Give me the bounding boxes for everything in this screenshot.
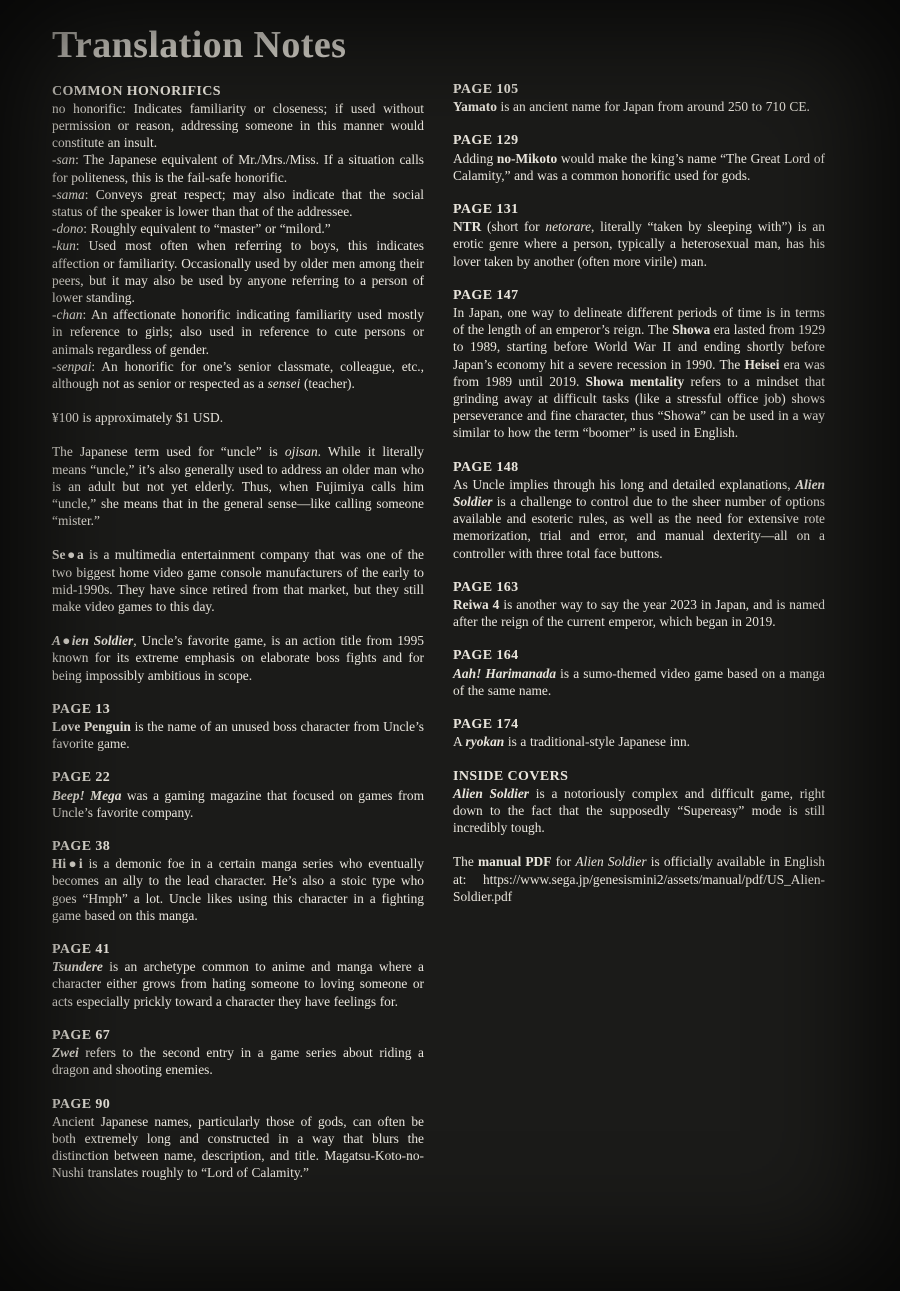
text-segment: Love Penguin	[52, 719, 131, 735]
text-segment: ryokan	[465, 734, 505, 750]
note-section	[453, 81, 825, 115]
paragraph	[52, 787, 424, 821]
text-segment: Adding	[453, 150, 497, 166]
section-heading: PAGE 147	[453, 287, 519, 303]
paragraph	[52, 220, 424, 237]
note-section	[52, 409, 424, 426]
section-heading: PAGE 148	[453, 459, 519, 475]
paragraph	[453, 218, 825, 270]
text-segment: Showa	[672, 322, 711, 338]
paragraph	[52, 632, 424, 684]
section-heading: PAGE 38	[52, 839, 111, 855]
text-segment: : Conveys great respect; may also indicate that the social status of the speaker is lower than that of the addressee.	[52, 186, 424, 219]
page-title: Translation Notes	[52, 24, 347, 66]
text-segment: -senpai	[52, 358, 92, 374]
text-segment: netorare	[545, 219, 592, 235]
text-segment: Se●a	[52, 547, 84, 563]
note-section	[453, 287, 825, 442]
text-segment: , Uncle’s favorite game, is an action title from 1995 known for its extreme emphasis on elaborate boss fights and for being impossibly ambitious in scope.	[52, 633, 424, 683]
text-segment: would make the king’s name “The Great Lord of Calamity,” and was a common honorific used for gods.	[453, 150, 825, 183]
text-segment: : Roughly equivalent to “master” or “milord.”	[83, 221, 331, 237]
text-segment: era lasted from 1929 to 1989, starting before World War II and ending shortly before Japan’s economy hit a severe recession in 1990. The	[453, 322, 826, 372]
note-section	[453, 459, 825, 562]
paragraph	[453, 476, 825, 562]
text-segment: -chan	[52, 307, 83, 323]
text-segment: was a gaming magazine that focused on games from Uncle’s favorite company.	[52, 787, 424, 820]
text-segment: sensei	[267, 376, 301, 391]
text-segment: no honorific: Indicates familiarity or closeness; if used without permission or reason, addressing someone in this manner would constitute an insult.	[52, 100, 424, 151]
note-section	[453, 716, 825, 750]
right-column	[453, 24, 825, 1271]
text-segment: refers to the second entry in a game series about riding a dragon and shooting enemies.	[52, 1045, 424, 1078]
text-segment: is a notoriously complex and difficult game, right down to the fact that the supposedly “Supereasy” mode is still incredibly tough.	[453, 785, 825, 836]
text-segment: -kun	[52, 238, 76, 254]
text-segment: Tsundere	[52, 959, 103, 975]
text-segment: NTR	[453, 219, 482, 235]
paragraph	[52, 237, 424, 306]
section-heading: PAGE 105	[453, 82, 519, 97]
paragraph	[52, 855, 424, 924]
note-section	[453, 853, 825, 905]
text-segment: is a demonic foe in a certain manga series who eventually becomes an ally to the lead character. He’s also a stoic type who goes “Hmph” a lot. Uncle likes using this character in a fighting game based on this manga.	[52, 856, 424, 923]
text-segment: : The Japanese equivalent of Mr./Mrs./Miss. If a situation calls for politeness, this is the fail-safe honorific.	[52, 152, 424, 185]
text-segment: -san	[52, 152, 76, 168]
text-segment: Hi●i	[52, 856, 83, 872]
section-heading: PAGE 174	[453, 717, 519, 733]
text-segment: Alien Soldier	[453, 785, 529, 801]
note-section	[52, 1096, 424, 1182]
note-section	[52, 838, 424, 924]
section-heading: PAGE 131	[453, 202, 519, 218]
text-segment: manual PDF	[478, 854, 552, 870]
text-segment: Showa mentality	[585, 373, 685, 389]
text-segment: ojisan	[284, 444, 318, 460]
paragraph	[453, 665, 825, 699]
text-segment: : Used most often when referring to boys, this indicates affection or familiarity. Occasionally used by older men among their peers, but it may also be used by anyone referring to a person of lower standing.	[52, 238, 424, 305]
text-segment: Reiwa 4	[453, 597, 500, 613]
paragraph	[52, 958, 424, 1010]
text-segment: is an archetype common to anime and manga where a character either grows from hating someone to loving someone or acts especially prickly toward a character they have feelings for.	[52, 959, 424, 1009]
text-segment: . While it literally means “uncle,” it’s also generally used to address an older man who is an adult but not yet elderly. Thus, when Fujimiya calls him “uncle,” she means that in the general sense—like calling someone “mister.”	[52, 444, 424, 529]
paragraph	[52, 151, 424, 185]
paragraph	[52, 358, 424, 392]
text-segment: is the name of an unused boss character from Uncle’s favorite game.	[52, 719, 424, 752]
text-segment: is a sumo-themed video game based on a manga of the same name.	[453, 665, 825, 698]
text-segment: Aah! Harimanada	[453, 665, 557, 681]
text-segment: Yamato	[453, 99, 497, 115]
text-segment: Alien Soldier	[575, 854, 647, 870]
text-segment: is an ancient name for Japan from around 250 to 710 CE.	[496, 99, 810, 115]
note-section	[52, 941, 424, 1010]
text-segment: Heisei	[744, 356, 780, 372]
text-segment: is a traditional-style Japanese inn.	[504, 734, 691, 750]
paragraph	[453, 304, 825, 442]
section-heading: PAGE 41	[52, 942, 111, 958]
note-section	[453, 579, 825, 631]
section-heading: PAGE 67	[52, 1027, 111, 1043]
paragraph	[453, 853, 825, 905]
text-segment: Alien Soldier	[453, 476, 825, 510]
text-segment: Zwei	[52, 1045, 79, 1061]
text-segment: era was from 1989 until 2019.	[453, 356, 825, 389]
text-segment: , literally “taken by sleeping with”) is an erotic genre where a person, typically a heterosexual man, has his lover taken by another (often more virile) man.	[453, 219, 825, 269]
paragraph	[52, 186, 424, 220]
text-segment: is another way to say the year 2023 in Japan, and is named after the reign of the current emperor, which began in 2019.	[453, 597, 825, 630]
paragraph	[453, 596, 825, 630]
paragraph	[52, 718, 424, 752]
section-heading: COMMON HONORIFICS	[52, 83, 221, 99]
note-section	[52, 83, 424, 393]
text-segment: is a multimedia entertainment company that was one of the two biggest home video game console manufacturers of the early to mid-1990s. They have since retired from that market, but they still make video games to this day.	[52, 547, 424, 615]
paragraph	[453, 785, 825, 837]
text-segment: : An affectionate honorific indicating familiarity used mostly in reference to girls; also used in reference to cute persons or animals regardless of gender.	[52, 307, 424, 357]
text-segment: refers to a mindset that grinding away at difficult tasks (like a stressful office job) shows perseverance and fine character, thus “Showa” can be used in a way similar to how the term “boomer” is used in English.	[453, 373, 825, 441]
text-segment: (teacher).	[300, 376, 355, 391]
note-section	[453, 201, 825, 270]
text-segment: -dono	[52, 221, 84, 237]
text-segment: is a challenge to control due to the sheer number of options available and esoteric rules, as well as the need for extensive rote memorization, trial and error, and manual dexterity—all on a controller with three total face buttons.	[453, 494, 825, 561]
section-heading: PAGE 129	[453, 133, 519, 149]
paragraph	[453, 98, 825, 115]
text-segment: A	[453, 734, 466, 750]
note-section	[52, 769, 424, 821]
section-heading: PAGE 163	[453, 579, 519, 595]
paragraph	[52, 546, 424, 615]
paragraph	[52, 443, 424, 529]
paragraph	[52, 409, 424, 426]
note-section	[453, 132, 825, 184]
text-segment: A●ien Soldier	[52, 633, 134, 649]
note-section	[453, 768, 825, 837]
paragraph	[52, 1044, 424, 1078]
paragraph	[52, 306, 424, 358]
text-segment: In Japan, one way to delineate different periods of time is in terms of the length of an emperor’s reign. The	[453, 305, 825, 338]
note-section	[453, 647, 825, 699]
note-section	[52, 701, 424, 753]
text-segment: no-Mikoto	[496, 150, 558, 166]
text-segment: Beep! Mega	[52, 787, 122, 803]
note-section	[52, 443, 424, 529]
paragraph	[453, 150, 825, 184]
note-section	[52, 632, 424, 684]
text-segment: is officially available in English at: https://www.sega.jp/genesismini2/assets/manual/pdf/US_Alien-Soldier.pdf	[453, 854, 825, 904]
text-segment: ¥100 is approximately $1 USD.	[52, 410, 224, 426]
text-segment: -sama	[52, 186, 85, 202]
paragraph	[52, 1113, 424, 1182]
text-segment: Ancient Japanese names, particularly those of gods, can often be both extremely long and constructed in a way that blurs the distinction between name, description, and title. Magatsu-Koto-no-Nushi translates roughly to “Lord of Calamity.”	[52, 1113, 424, 1181]
section-heading: PAGE 13	[52, 701, 111, 717]
text-segment: The Japanese term used for “uncle” is	[52, 444, 285, 460]
section-heading: PAGE 90	[52, 1096, 111, 1112]
text-segment: (short for	[481, 219, 546, 235]
text-segment: for	[551, 854, 576, 870]
section-heading: PAGE 22	[52, 770, 111, 786]
text-segment: As Uncle implies through his long and detailed explanations,	[453, 476, 796, 492]
note-section	[52, 1027, 424, 1079]
text-segment: : An honorific for one’s senior classmate, colleague, etc., although not as senior or respected as a	[52, 358, 424, 391]
left-column	[52, 24, 424, 1271]
text-segment: The	[453, 854, 479, 870]
paragraph	[52, 100, 424, 152]
paragraph	[453, 733, 825, 750]
note-section	[52, 546, 424, 615]
section-heading: PAGE 164	[453, 648, 519, 664]
section-heading: INSIDE COVERS	[453, 768, 569, 784]
